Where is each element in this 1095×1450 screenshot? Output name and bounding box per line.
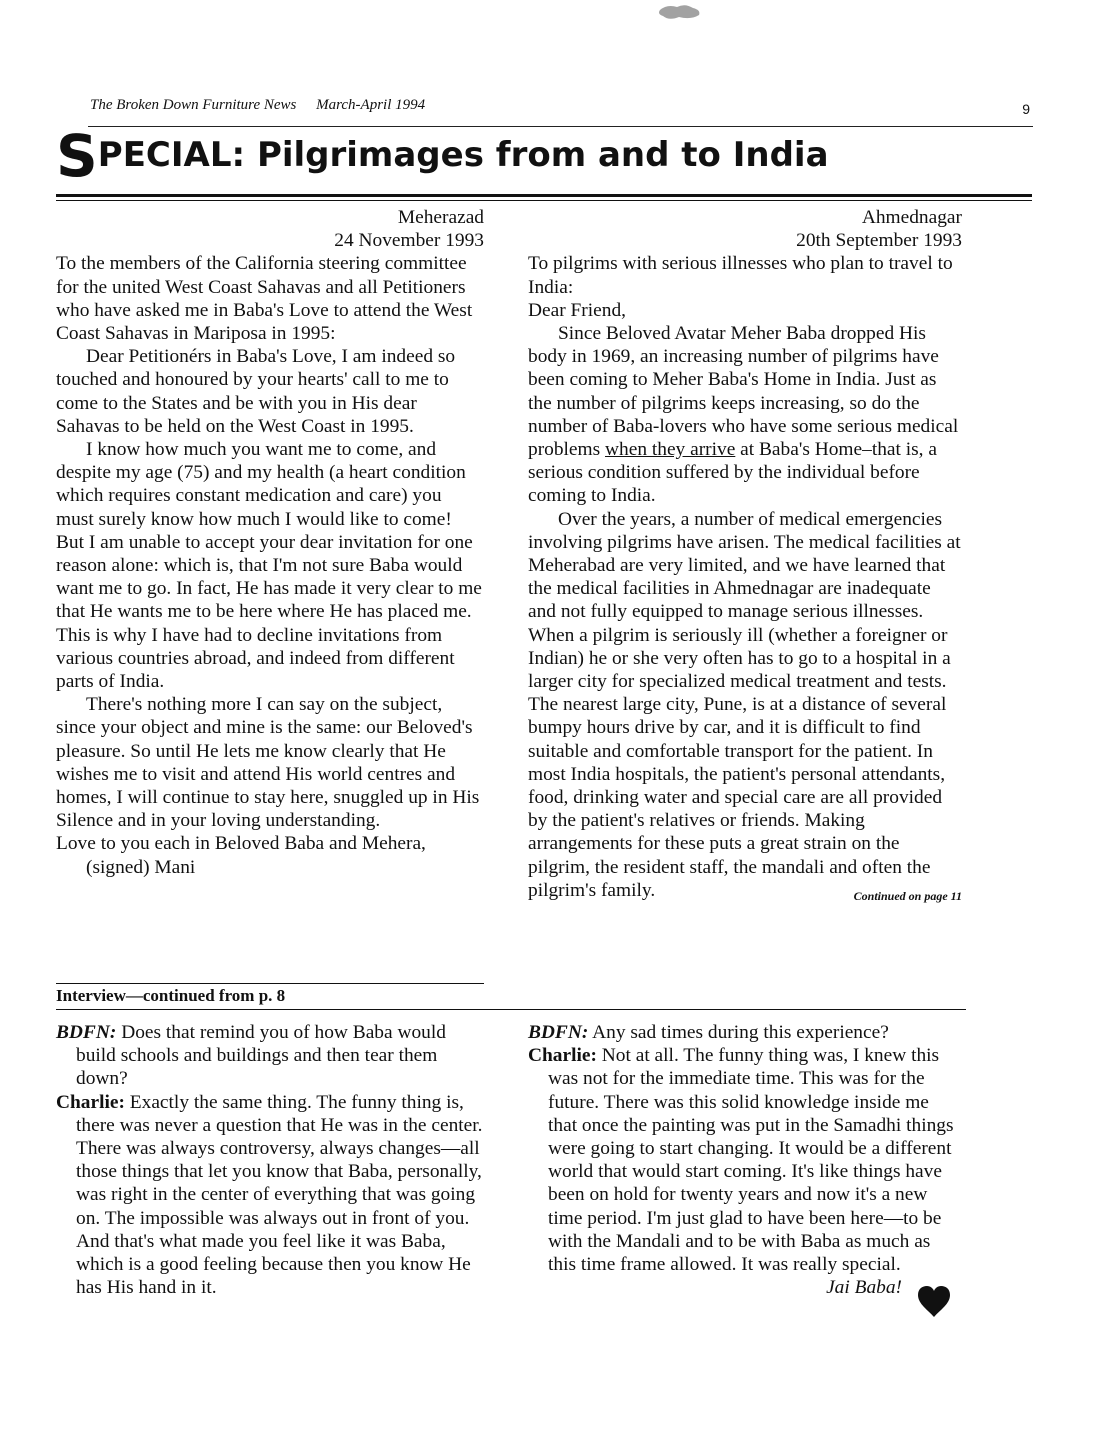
letter-left-closing: Love to you each in Beloved Baba and Mehera, — [56, 833, 426, 855]
dialogue-entry — [56, 1021, 484, 1091]
heart-icon — [916, 1284, 952, 1318]
interview-rule-top — [56, 983, 484, 984]
issue-date: March-April 1994 — [316, 97, 426, 113]
letter-left — [56, 206, 484, 879]
letter-right-salutation: Dear Friend, — [528, 299, 626, 321]
interview-heading: Interview—continued from p. 8 — [56, 986, 286, 1005]
speaker-label: Charlie: — [528, 1045, 597, 1067]
running-head — [90, 97, 1030, 117]
dialogue-text: Not at all. The funny thing was, I knew this was not for the immediate time. This was for the future. There was this solid knowledge inside me that once the painting was put in the Samadhi things were going to start changing. It would be a different world that would start coming. It's like things have been on hold for twenty years and now it's a new time period. I'm just glad to have been here—to be with the Mandali and to be with Baba as much as this time frame allowed. It was really special. — [548, 1045, 954, 1276]
dialogue-entry — [528, 1044, 962, 1276]
dialogue-entry — [528, 1021, 962, 1044]
underlined-text: when they arrive — [605, 439, 736, 461]
letter-left-address: To the members of the California steering committee for the united West Coast Sahavas and all Petitioners who have asked me in Baba's Love to attend the West Coast Sahavas in Mariposa in 1995: — [56, 253, 473, 345]
speaker-label: BDFN: — [528, 1022, 589, 1043]
interview-right — [528, 1021, 962, 1299]
dialogue-text: Any sad times during this experience? — [588, 1022, 889, 1043]
ink-blot-icon — [655, 2, 705, 22]
dialogue-text: Exactly the same thing. The funny thing is, there was never a question that He was in the center. There was always controversy, always changes—all those things that let you know that Baba, personally, was right in the center of everything that was going on. The impossible was always out in front of you. And that's what made you feel like it was Baba, which is a good feeling because then you know He has His hand in it. — [76, 1091, 483, 1299]
title-rule-thick — [56, 194, 1032, 197]
speaker-label: BDFN: — [56, 1022, 117, 1043]
letter-left-paragraph: I know how much you want me to come, and despite my age (75) and my health (a heart condition which requires constant medication and care) you must surely know how much I would like to come! But I am unable to accept your dear invitation for one reason alone: which is, that I'm not sure Baba would want me to go. In fact, He has made it very clear to me that He wants me to be here where He has placed me. This is why I have had to decline invitations from various countries abroad, and indeed from different parts of India. — [56, 439, 482, 693]
letter-right-address: To pilgrims with serious illnesses who plan to travel to India: — [528, 253, 953, 298]
letter-right-place: Ahmednagar — [861, 207, 962, 228]
title-rule-thin — [56, 200, 1032, 201]
letter-left-paragraph: Dear Petitionérs in Baba's Love, I am indeed so touched and honoured by your hearts' call to me to come to the States and be with you in His dear Sahavas to be held on the West Coast in 1995. — [56, 346, 456, 437]
interview-left — [56, 1021, 484, 1299]
dialogue-text: Does that remind you of how Baba would build schools and buildings and then tear them down? — [76, 1022, 446, 1090]
title-text: PECIAL: Pilgrimages from and to India — [97, 135, 829, 175]
publication-name: The Broken Down Furniture News — [90, 97, 297, 113]
title-initial: S — [56, 122, 98, 190]
letter-left-paragraph: There's nothing more I can say on the subject, since your object and mine is the same: our Beloved's pleasure. So until He lets me know clearly that He wishes me to visit and attend His world centres and homes, I will continue to stay here, snuggled up in His Silence and in your loving understanding. — [56, 694, 480, 832]
interview-rule-bottom — [56, 1009, 966, 1010]
letter-left-date: 24 November 1993 — [334, 230, 484, 252]
letter-right — [528, 206, 962, 908]
page-title — [56, 122, 829, 190]
dialogue-entry — [56, 1091, 484, 1300]
paragraph-text: Since Beloved Avatar Meher Baba dropped His body in 1969, an increasing number of pilgrims have been coming to Meher Baba's Home in India. Just as the number of pilgrims keeps increasing, so do the number of Baba-lovers who have some serious medical problems — [528, 323, 959, 461]
signoff: Jai Baba! — [826, 1277, 902, 1299]
letter-right-paragraph — [528, 508, 962, 902]
paragraph-text: at Baba's Home–that is, a serious condition suffered by the individual before coming to India. — [528, 439, 937, 507]
letter-left-place: Meherazad — [397, 207, 484, 228]
letter-right-date: 20th September 1993 — [796, 230, 962, 252]
letter-right-paragraph — [528, 322, 962, 508]
speaker-label: Charlie: — [56, 1091, 125, 1113]
page-number: 9 — [1022, 101, 1030, 117]
paragraph-text: Over the years, a number of medical emergencies involving pilgrims have arisen. The medical facilities at Meherabad are very limited, and we have learned that the medical facilities in Ahmednagar are inadequate and not fully equipped to manage serious illnesses. When a pilgrim is seriously ill (whether a foreigner or Indian) he or she very often has to go to a hospital in a larger city for specialized medical treatment and tests. The nearest large city, Pune, is at a distance of several bumpy hours drive by car, and it is difficult to find suitable and comfortable transport for the patient. In most India hospitals, the patient's personal attendants, food, drinking water and special care are all provided by the patient's relatives or friends. Making arrangements for these puts a great strain on the pilgrim, the resident staff, the mandali and often the pilgrim's family. — [528, 508, 961, 901]
letter-left-signature: (signed) Mani — [86, 856, 196, 878]
continued-note: Continued on page 11 — [853, 888, 962, 903]
